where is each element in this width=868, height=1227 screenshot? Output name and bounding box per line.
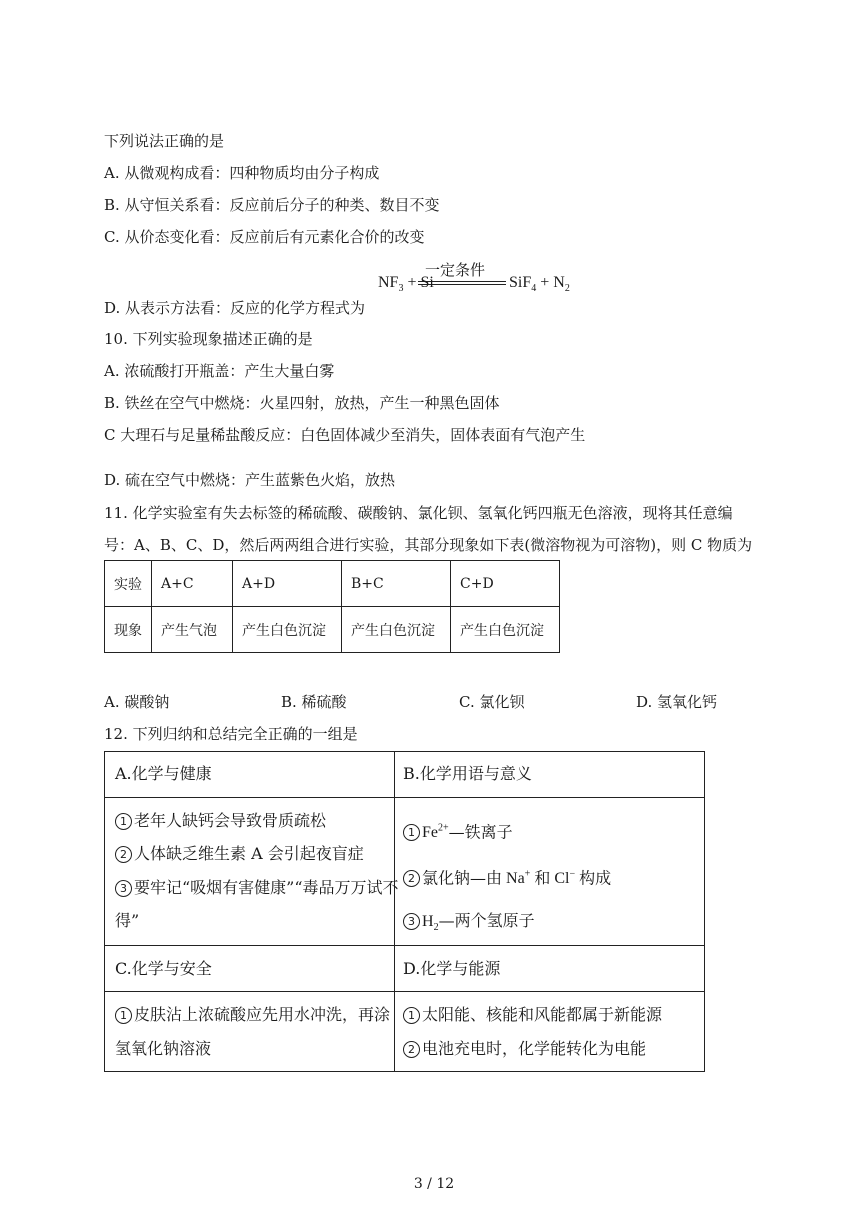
q11-option-c: C. 氯化钡 <box>459 693 525 711</box>
q9-option-d: D. 从表示方法看：反应的化学方程式为 <box>104 299 366 317</box>
item-text: 人体缺乏维生素 A 会引起夜盲症 <box>134 844 364 863</box>
q11-option-d: D. 氢氧化钙 <box>636 693 718 711</box>
section-b-item <box>403 818 513 844</box>
circled-number: 2 <box>403 1041 420 1058</box>
item-text: 太阳能、核能和风能都属于新能源 <box>422 1005 663 1024</box>
q10-option-a: A. 浓硫酸打开瓶盖：产生大量白雾 <box>104 362 335 380</box>
chem-symbol: Na+ <box>502 869 531 888</box>
section-d-title: D.化学与能源 <box>403 959 501 978</box>
equation-right: $SiF_4 + N_2$ <box>509 274 570 295</box>
table-row <box>105 607 560 653</box>
table-cell: 现象 <box>105 607 152 653</box>
chem-symbol: $Fe^{2+}$ <box>422 823 449 842</box>
circled-number: 1 <box>115 1007 132 1024</box>
q11-option-a: A. 碳酸钠 <box>104 693 170 711</box>
section-a-item <box>115 843 364 865</box>
q10-option-d: D. 硫在空气中燃烧：产生蓝紫色火焰，放热 <box>104 471 396 489</box>
q9-option-c: C. 从价态变化看：反应前后有元素化合价的改变 <box>104 228 425 246</box>
section-c-item-cont: 氢氧化钠溶液 <box>115 1039 212 1058</box>
section-a-item <box>115 810 326 832</box>
table-row <box>105 561 560 607</box>
table-divider <box>394 752 395 1071</box>
circled-number: 1 <box>403 824 420 841</box>
item-text: 老年人缺钙会导致骨质疏松 <box>134 811 327 830</box>
q11-stem-line1: 11. 化学实验室有失去标签的稀硫酸、碳酸钠、氯化钡、氢氧化钙四瓶无色溶液，现将其任意编 <box>104 504 733 522</box>
circled-number: 1 <box>403 1007 420 1024</box>
table-cell: C+D <box>451 561 560 607</box>
circled-number: 2 <box>403 870 420 887</box>
item-text: 构成 <box>579 868 612 888</box>
q9-option-a: A. 从微观构成看：四种物质均由分子构成 <box>104 164 380 182</box>
section-a-title: A.化学与健康 <box>115 764 212 783</box>
section-a-item-cont: 得” <box>115 911 140 930</box>
equation-condition: 一定条件 <box>425 261 486 279</box>
q10-option-c: C 大理石与足量稀盐酸反应：白色固体减少至消失，固体表面有气泡产生 <box>104 426 586 444</box>
table-divider <box>105 945 704 946</box>
q10-stem: 10. 下列实验现象描述正确的是 <box>104 330 313 348</box>
section-a-item <box>115 877 399 899</box>
item-text: 皮肤沾上浓硫酸应先用水冲洗，再涂 <box>134 1005 391 1024</box>
item-text: 电池充电时，化学能转化为电能 <box>422 1039 647 1058</box>
q9-option-b: B. 从守恒关系看：反应前后分子的种类、数目不变 <box>104 196 440 214</box>
section-d-item <box>403 1038 646 1060</box>
section-b-item <box>403 910 535 939</box>
circled-number: 3 <box>403 913 420 930</box>
q11-option-b: B. 稀硫酸 <box>281 693 347 711</box>
table-cell: A+C <box>152 561 233 607</box>
section-c-item <box>115 1004 390 1026</box>
table-cell: B+C <box>342 561 451 607</box>
circled-number: 1 <box>115 813 132 830</box>
table-divider <box>105 991 704 992</box>
table-cell: 产生白色沉淀 <box>342 607 451 653</box>
item-text: 和 <box>534 868 551 888</box>
q12-table <box>104 751 705 1072</box>
q11-table <box>104 560 560 653</box>
table-divider <box>105 797 704 798</box>
section-b-item <box>403 864 611 890</box>
table-cell: 产生白色沉淀 <box>233 607 342 653</box>
table-cell: A+D <box>233 561 342 607</box>
item-text: 要牢记“吸烟有害健康”“毒品万万试不 <box>134 878 399 897</box>
q10-option-b: B. 铁丝在空气中燃烧：火星四射，放热，产生一种黑色固体 <box>104 394 500 412</box>
item-text: 氯化钠—由 <box>422 868 503 888</box>
circled-number: 2 <box>115 846 132 863</box>
section-c-title: C.化学与安全 <box>115 959 212 978</box>
section-d-item <box>403 1004 662 1026</box>
table-cell: 实验 <box>105 561 152 607</box>
section-b-title: B.化学用语与意义 <box>403 764 532 783</box>
q12-stem: 12. 下列归纳和总结完全正确的一组是 <box>104 725 358 743</box>
item-text: —两个氢原子 <box>438 911 535 930</box>
chem-symbol: $H_2$ <box>422 913 439 934</box>
table-cell: 产生气泡 <box>152 607 233 653</box>
circled-number: 3 <box>115 880 132 897</box>
q11-stem-line2: 号：A、B、C、D，然后两两组合进行实验，其部分现象如下表(微溶物视为可溶物)，则 C 物质为 <box>104 536 753 554</box>
table-cell: 产生白色沉淀 <box>451 607 560 653</box>
equation-left: $NF_3 + Si$ <box>378 274 434 295</box>
item-text: —铁离子 <box>448 822 513 842</box>
chem-symbol: Cl− <box>550 869 576 888</box>
page-number: 3 / 12 <box>413 1176 455 1192</box>
q9-intro: 下列说法正确的是 <box>104 132 225 150</box>
